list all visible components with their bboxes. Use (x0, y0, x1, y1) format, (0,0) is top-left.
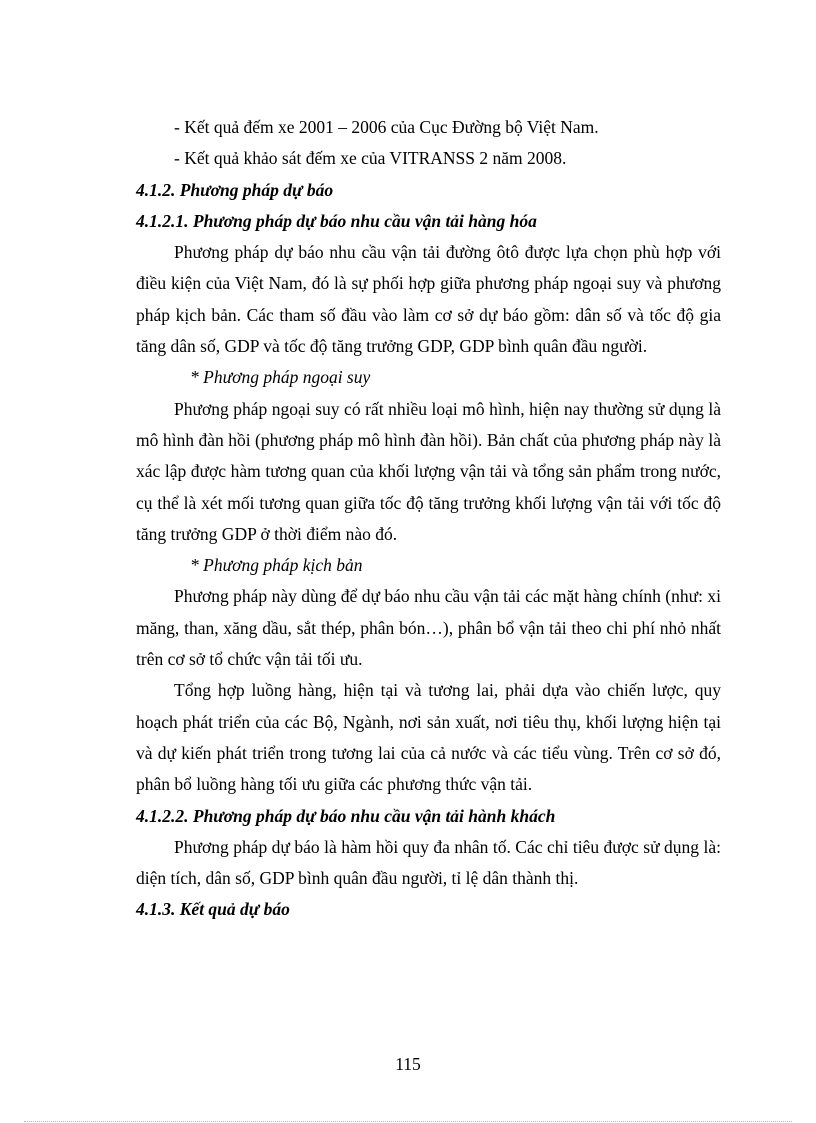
heading-4-1-2-1: 4.1.2.1. Phương pháp dự báo nhu cầu vận tải hàng hóa (136, 210, 537, 231)
paragraph-scenario: Phương pháp này dùng để dự báo nhu cầu vận tải các mặt hàng chính (như: xi măng, than, xăng dầu, sắt thép, phân bón…), phân bổ vận tải theo chi phí nhỏ nhất trên cơ sở tổ chức vận tải tối ưu. (136, 586, 721, 670)
page-bottom-divider (24, 1121, 792, 1122)
page-number: 115 (395, 1054, 421, 1074)
page-content (136, 112, 721, 926)
subheading-extrapolation: * Phương pháp ngoại suy (190, 367, 371, 388)
paragraph-freight-flows: Tổng hợp luồng hàng, hiện tại và tương lai, phải dựa vào chiến lược, quy hoạch phát triển của các Bộ, Ngành, nơi sản xuất, nơi tiêu thụ, khối lượng hiện tại và dự kiến phát triển trong tương lai của cả nước và các tiểu vùng. Trên cơ sở đó, phân bổ luồng hàng tối ưu giữa các phương thức vận tải. (136, 680, 721, 795)
source-line-1: - Kết quả đếm xe 2001 – 2006 của Cục Đường bộ Việt Nam. (174, 117, 599, 137)
paragraph-forecast-method: Phương pháp dự báo nhu cầu vận tải đường ôtô được lựa chọn phù hợp với điều kiện của Việt Nam, đó là sự phối hợp giữa phương pháp ngoại suy và phương pháp kịch bản. Các tham số đầu vào làm cơ sở dự báo gồm: dân số và tốc độ gia tăng dân số, GDP và tốc độ tăng trưởng GDP, GDP bình quân đầu người. (136, 242, 721, 357)
subheading-scenario: * Phương pháp kịch bản (190, 555, 363, 576)
paragraph-passenger-method: Phương pháp dự báo là hàm hồi quy đa nhân tố. Các chỉ tiêu được sử dụng là: diện tích, dân số, GDP bình quân đầu người, tỉ lệ dân thành thị. (136, 836, 721, 889)
paragraph-extrapolation: Phương pháp ngoại suy có rất nhiều loại mô hình, hiện nay thường sử dụng là mô hình đàn hồi (phương pháp mô hình đàn hồi). Bản chất của phương pháp này là xác lập được hàm tương quan của khối lượng vận tải và tổng sản phẩm trong nước, cụ thể là xét mối tương quan giữa tốc độ tăng trưởng khối lượng vận tải với tốc độ tăng trưởng GDP ở thời điểm nào đó. (136, 398, 721, 544)
source-line-2: - Kết quả khảo sát đếm xe của VITRANSS 2 năm 2008. (174, 148, 567, 169)
heading-4-1-3: 4.1.3. Kết quả dự báo (136, 899, 290, 920)
heading-4-1-2-2: 4.1.2.2. Phương pháp dự báo nhu cầu vận tải hành khách (136, 805, 556, 826)
heading-4-1-2: 4.1.2. Phương pháp dự báo (136, 179, 334, 200)
